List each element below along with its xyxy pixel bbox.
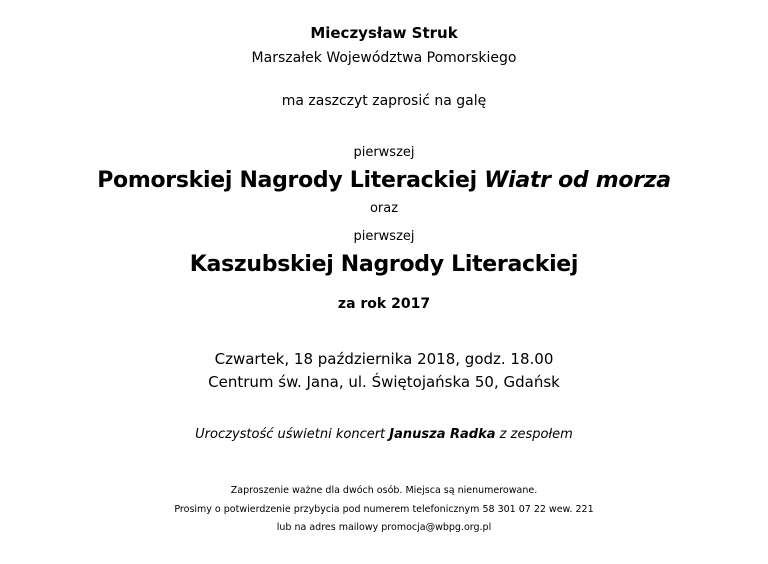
award2-title: Kaszubskiej Nagrody Literackiej bbox=[189, 252, 579, 277]
award1-title bbox=[0, 168, 768, 193]
host-title: Marszałek Województwa Pomorskiego bbox=[251, 50, 517, 66]
concert-text-before: Uroczystość uświetni koncert bbox=[195, 427, 390, 442]
note-phone: Prosimy o potwierdzenie przybycia pod numerem telefonicznym 58 301 07 22 wew. 221 bbox=[174, 504, 594, 515]
host-name: Mieczysław Struk bbox=[310, 24, 458, 42]
note-validity: Zaproszenie ważne dla dwóch osób. Miejsca są nienumerowane. bbox=[230, 485, 538, 496]
conjunction: oraz bbox=[369, 201, 399, 216]
concert-info bbox=[0, 428, 768, 443]
note-email: lub na adres mailowy promocja@wbpg.org.pl bbox=[276, 522, 492, 533]
award1-prefix: pierwszej bbox=[353, 145, 415, 160]
invitation-text: ma zaszczyt zaprosić na galę bbox=[281, 93, 487, 109]
event-venue: Centrum św. Jana, ul. Świętojańska 50, Gdańsk bbox=[208, 373, 560, 391]
award1-name: Pomorskiej Nagrody Literackiej bbox=[97, 168, 477, 193]
event-date: Czwartek, 18 października 2018, godz. 18.00 bbox=[214, 350, 554, 368]
concert-text-after: z zespołem bbox=[495, 427, 573, 442]
award-year: za rok 2017 bbox=[337, 296, 431, 312]
award1-italic-name: Wiatr od morza bbox=[484, 168, 671, 193]
award2-prefix: pierwszej bbox=[353, 229, 415, 244]
concert-artist: Janusza Radka bbox=[389, 427, 496, 442]
